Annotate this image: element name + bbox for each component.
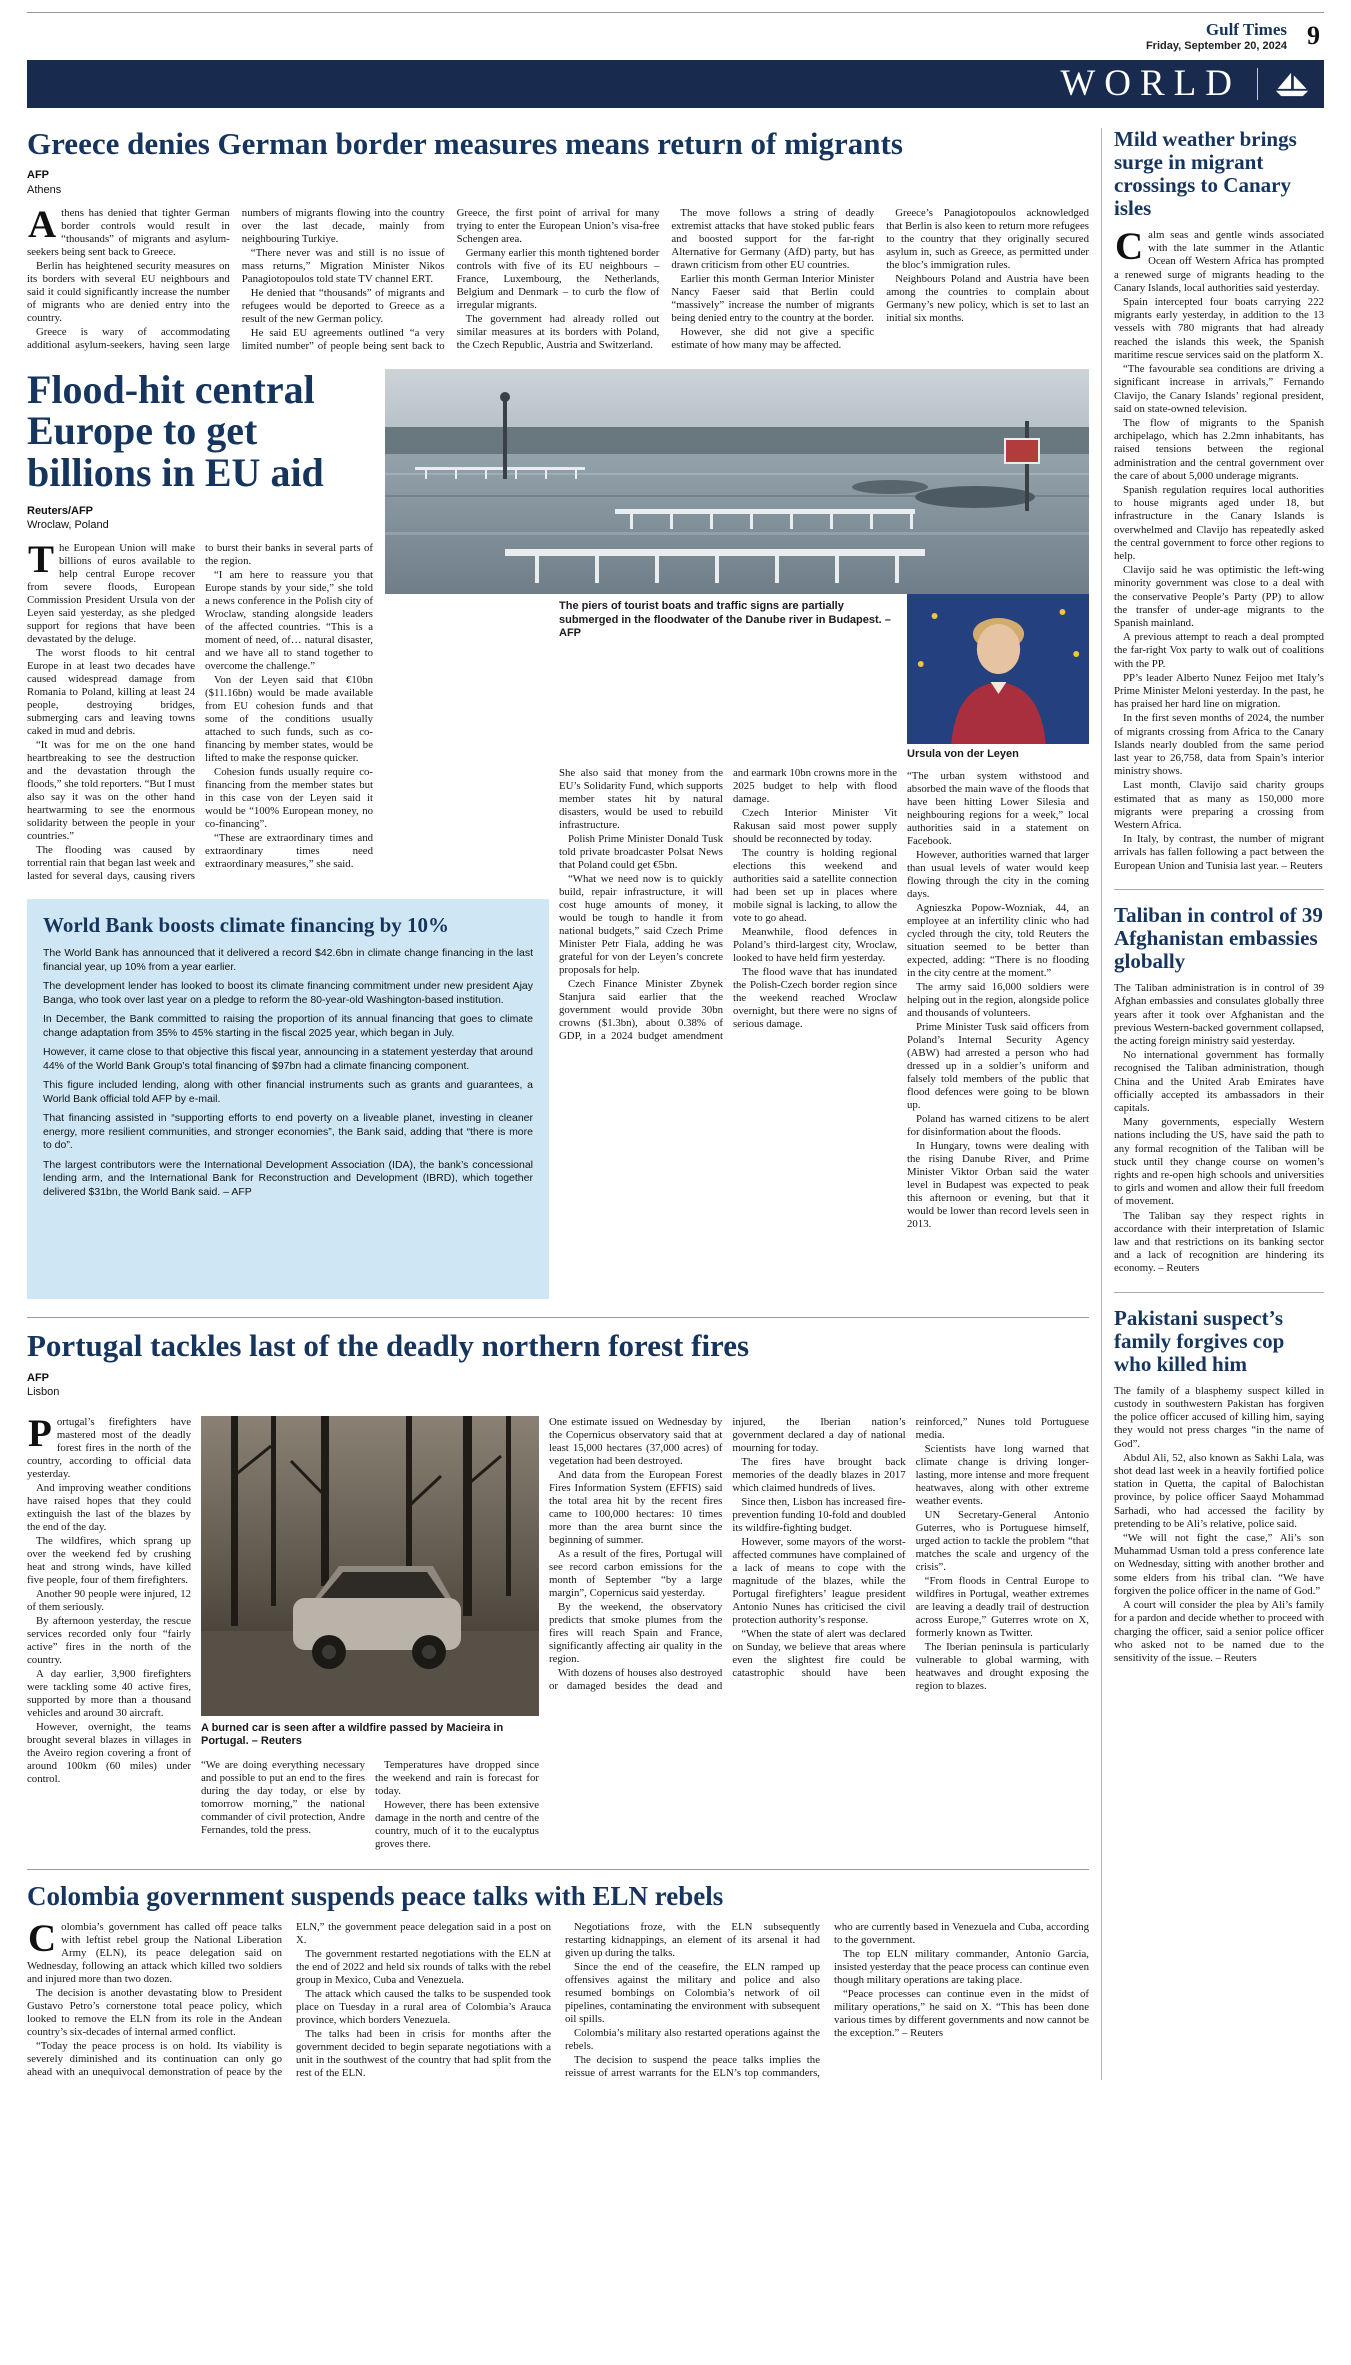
paragraph: Germany earlier this month tightened border controls with five of its EU neighbours – France, Luxembourg, the Netherlands, Belgium and Denmark – to curb the flow of irregular migrants.	[456, 246, 660, 311]
flood-byline	[27, 504, 373, 533]
paragraph: The development lender has looked to boost its climate financing commitment under new president Ajay Banga, who took over last year on a pledge to reform the 80-year-old Washington-based institution.	[43, 980, 533, 1006]
paragraph: However, there has been extensive damage in the north and centre of the country, much of it to the eucalyptus groves there.	[375, 1799, 539, 1851]
flood-photo	[385, 369, 1089, 594]
paragraph: Prime Minister Tusk said officers from Poland’s Internal Security Agency (ABW) had arrested a person who had dressed up in a soldier’s uniform and falsely told members of the public that flood defences were going to be blown up.	[907, 1020, 1089, 1111]
paragraph: The flood wave that has inundated the Polish-Czech border region since the weekend reached Wroclaw overnight, but there were no signs of serious damage.	[733, 966, 897, 1031]
flood-body-left	[27, 538, 373, 883]
taliban-headline: Taliban in control of 39 Afghanistan embassies globally	[1114, 902, 1323, 973]
paragraph: The Taliban administration is in control of 39 Afghan embassies and consulates globally three years after it took over Afghanistan and the previous Western-backed government collapsed, the acting foreign ministry said yesterday.	[1114, 982, 1324, 1047]
paragraph: “I am here to reassure you that Europe stands by your side,” she told a news conference in the Polish city of Wroclaw, standing alongside leaders of the affected countries. “This is a moment of need, of… natural disaster, and we have all to stand together to overcome the challenge.”	[205, 569, 373, 673]
paragraph: By afternoon yesterday, the rescue services recorded only four “fairly active” fires in the north of the country.	[27, 1614, 191, 1666]
paragraph: Portugal’s firefighters have mastered most of the deadly forest fires in the north of the country, according to official data yesterday.	[27, 1411, 191, 1480]
paragraph: Abdul Ali, 52, also known as Sakhi Lala, was shot dead last week in a heavily fortified police station in Quetta, the capital of Balochistan province, by police officer Saayd Mohammad Sarhadi, who had accessed the facility by pretending to be Ali’s relative, police said.	[1114, 1451, 1324, 1530]
paragraph: The World Bank has announced that it delivered a record $42.6bn in climate change financing in the last financial year, up 10% from a year earlier.	[43, 947, 533, 973]
flood-headline: Flood-hit central Europe to get billions in EU aid	[27, 366, 324, 496]
paragraph: However, some mayors of the worst-affected communes have complained of a lack of means to cope with the magnitude of the blazes, while the Portugal firefighters’ league president Antonio Nunes has criticised the civil protection authority’s response.	[732, 1535, 906, 1626]
von-der-leyen-caption: Ursula von der Leyen	[907, 747, 1019, 760]
portugal-header	[27, 1330, 1089, 1409]
pakistan-headline: Pakistani suspect’s family forgives cop who killed him	[1114, 1305, 1285, 1376]
von-der-leyen-photo	[907, 594, 1089, 744]
paragraph: He denied that “thousands” of migrants and refugees would be deported to Greece as a result of the new German policy.	[241, 286, 445, 325]
divider	[27, 1317, 1089, 1318]
byline-agency: AFP	[27, 169, 49, 182]
paragraph: The move follows a string of deadly extremist attacks that have stoked public fears and boosted support for the far-right Alternative for Germany (AfD) party, but has drawn criticism from other EU countries.	[671, 206, 875, 271]
paragraph: The family of a blasphemy suspect killed in custody in southwestern Pakistan has forgiven the police officer accused of killing him, saying they would not press charges “in the name of God”.	[1114, 1384, 1324, 1450]
sidebar-column	[1101, 128, 1324, 2081]
article-flood	[27, 366, 1090, 1300]
paragraph: This figure included lending, along with other financial instruments such as grants and guarantees, a World Bank official told AFP by e-mail.	[43, 1079, 533, 1105]
divider	[27, 1869, 1089, 1870]
byline-agency: Reuters/AFP	[27, 504, 94, 517]
article-portugal	[27, 1330, 1089, 1851]
paragraph: Last month, Clavijo said charity groups estimated that as many as 150,000 more migrants were preparing a crossing from Western Africa.	[1114, 779, 1324, 831]
issue-date: Friday, September 20, 2024	[1145, 39, 1287, 52]
paragraph: Another 90 people were injured, 12 of them seriously.	[27, 1587, 191, 1613]
paragraph: Since the end of the ceasefire, the ELN ramped up offensives against the military and police and also resumed bombings on Colombia’s network of oil pipelines, contaminating the environment with subsequent oil spills.	[565, 1961, 820, 2026]
paragraph: The attack which caused the talks to be suspended took place on Tuesday in a rural area of Colombia’s Arauca province, which borders Venezuela.	[296, 1988, 551, 2027]
byline-location: Athens	[27, 183, 62, 196]
main-column	[27, 125, 1090, 2081]
paragraph: Calm seas and gentle winds associated with the late summer in the Atlantic Ocean off Western Africa has prompted a renewed surge of migrants heading to the Canary Islands, local authorities said yesterday.	[1114, 225, 1324, 294]
paragraph: Polish Prime Minister Donald Tusk told private broadcaster Polsat News that Poland could get €5bn.	[559, 833, 723, 872]
masthead	[1146, 21, 1287, 52]
taliban-body	[1114, 982, 1324, 1275]
greece-headline: Greece denies German border measures means return of migrants	[27, 125, 903, 161]
paragraph: Neighbours Poland and Austria have been among the countries to complain about Germany’s new policy, which is set to last an initial six months.	[886, 272, 1089, 324]
paragraph: The top ELN military commander, Antonio Garcia, insisted yesterday that the peace process can continue even though military operations are taking place.	[834, 1948, 1089, 1987]
paragraph: “Peace processes can continue even in the midst of military operations,” he said on X. “This has been done various times by different governments and now cannot be the exception.” – Reuters	[834, 1988, 1089, 2040]
paragraph: However, it came close to that objective this fiscal year, announcing in a statement yesterday that around 44% of the World Bank Group’s total financing of $97bn had a climate financing component.	[43, 1046, 533, 1072]
article-greece	[27, 125, 1089, 353]
paragraph: PP’s leader Alberto Nunez Feijoo met Italy’s Prime Minister Meloni yesterday. In the past, he has praised her hard line on migration.	[1114, 671, 1324, 711]
paragraph: The decision to suspend the peace talks implies the reissue of arrest warrants for the ELN’s top commanders, who are currently based in Venezuela and Cuba, according to the government.	[565, 1921, 1089, 2080]
paragraph: “From floods in Central Europe to wildfires in Portugal, weather extremes are leaving a deadly trail of destruction across Europe,” Guterres wrote on X, formerly known as Twitter.	[915, 1574, 1089, 1639]
paragraph: The government had already rolled out similar measures at its borders with Poland, the Czech Republic, Austria and Switzerland.	[456, 312, 660, 351]
paragraph: “We are doing everything necessary and possible to put an end to the fires during the day today, or else by tomorrow morning,” the national commander of civil protection, Andre Fernandes, told the press.	[201, 1759, 365, 1837]
paragraph: Scientists have long warned that climate change is driving longer-lasting, more intense and more frequent heatwaves, along with other extreme weather events.	[915, 1442, 1089, 1507]
dhow-sailboat-icon	[1274, 70, 1310, 97]
paragraph: Earlier this month German Interior Minister Nancy Faeser said that Berlin could “massively” increase the number of migrants being denied entry to the country at the border.	[671, 272, 875, 324]
paragraph: The decision is another devastating blow to President Gustavo Petro’s cornerstone total peace policy, which looked to remove the ELN from its role in the Andean country’s six-decades of internal armed conflict.	[27, 1987, 282, 2039]
paragraph: Agnieszka Popow-Wozniak, 44, an employee at an infertility clinic who had cycled through the city, told Reuters the situation seemed to be better than expected, adding: “There is no flooding in the city centre at the moment.”	[907, 901, 1089, 979]
divider	[1114, 1292, 1324, 1293]
paragraph: The Iberian peninsula is particularly vulnerable to global warming, with heatwaves and drought exposing the region to blazes.	[915, 1640, 1089, 1692]
banner-divider	[1257, 68, 1258, 100]
paragraph: Clavijo said he was optimistic the left-wing minority government was close to a deal with the conservative People’s Party (PP) to allow the transfer of under-age migrants to the Spanish mainland.	[1114, 564, 1324, 629]
paragraph: Many governments, especially Western nations including the US, have said the path to any formal recognition of the Taliban will be stuck until they change course on women’s rights and re-open high schools and universities to girls and women and allow their full freedom of movement.	[1114, 1116, 1324, 1208]
article-taliban	[1114, 904, 1324, 1276]
page-content	[27, 125, 1324, 2081]
paragraph: The talks had been in crisis for months after the government decided to begin separate negotiations with a unit in the southwest of the country that had split from the rest of the ELN.	[296, 2028, 551, 2080]
paragraph: A day earlier, 3,900 firefighters were tackling some 40 active fires, supported by more than a thousand vehicles and around 30 aircraft.	[27, 1667, 191, 1719]
paragraph: “Today the peace process is on hold. Its viability is severely diminished and its continuation can only go ahead with an unequivocal demonstration of peace by the ELN,” the government peace delegation said in a post on X.	[27, 1921, 551, 2079]
canary-headline: Mild weather brings surge in migrant crossings to Canary isles	[1114, 126, 1297, 220]
paragraph: Negotiations froze, with the ELN subsequently restarting kidnappings, an element of its arsenal it had given up during the talks.	[565, 1921, 820, 1960]
paragraph: A previous attempt to reach a deal prompted the far-right Vox party to walk out of coalitions with the PP.	[1114, 631, 1324, 670]
portugal-body-col1	[27, 1411, 191, 1852]
paragraph: The wildfires, which sprang up over the weekend fed by crushing heat and strong winds, have killed five people, four of them firefighters.	[27, 1534, 191, 1586]
top-divider	[27, 12, 1324, 13]
colombia-headline: Colombia government suspends peace talks with ELN rebels	[27, 1881, 724, 1912]
greece-body	[27, 202, 1089, 353]
paragraph: UN Secretary-General Antonio Guterres, who is Portuguese himself, urged action to tackle the problem “that matches the scale and urgency of the crisis”.	[915, 1508, 1089, 1573]
flood-body-mid	[559, 767, 897, 1043]
flood-left-block	[27, 366, 375, 883]
paragraph: She also said that money from the EU’s Solidarity Fund, which supports member states hit by natural disasters, would be used to rebuild infrastructure.	[559, 767, 723, 832]
byline-agency: AFP	[27, 1372, 49, 1384]
paragraph: The largest contributors were the International Development Association (IDA), the bank’s concessional lending arm, and the International Bank for Reconstruction and Development (IBRD), which together delivered $31bn, the World Bank said. – AFP	[43, 1158, 533, 1198]
paragraph: Colombia’s military also restarted operations against the rebels.	[565, 2027, 820, 2053]
paragraph: With dozens of houses also destroyed or damaged besides the dead and injured, the Iberian nation’s government declared a day of national mourning for today.	[549, 1415, 906, 1692]
divider	[1114, 889, 1324, 890]
paragraph: As a result of the fires, Portugal will see record carbon emissions for the month of September “by a large margin”, Copernicus said yesterday.	[549, 1547, 723, 1599]
portugal-headline: Portugal tackles last of the deadly northern forest fires	[27, 1328, 750, 1364]
portugal-photo-caption: A burned car is seen after a wildfire passed by Macieira in Portugal. – Reuters	[201, 1721, 504, 1748]
flood-body-right	[907, 770, 1089, 1231]
portugal-body-rest	[549, 1416, 1089, 1852]
paragraph: However, overnight, the teams brought several blazes in villages in the Aveiro region covering a front of around 100km (60 miles) under control.	[27, 1720, 191, 1785]
paragraph: The flow of migrants to the Spanish archipelago, which has 2.2mn inhabitants, has raised tensions between the regional administration and the central government over the care of about 5,000 underage migrants.	[1114, 416, 1324, 482]
article-colombia	[27, 1882, 1089, 2080]
colombia-body	[27, 1917, 1089, 2080]
portugal-photo-block	[201, 1416, 539, 1852]
paragraph: “It was for me on the one hand heartbreaking to see the destruction and the devastation through the floods,” she told reporters. “But I must also say it was on the other hand heartwarming to see the enormous solidarity between the people in your countries.”	[27, 739, 195, 843]
paragraph: Meanwhile, flood defences in Poland’s third-largest city, Wroclaw, looked to have held firm yesterday.	[733, 926, 897, 965]
byline-location: Wroclaw, Poland	[27, 518, 109, 531]
page-header	[27, 19, 1324, 60]
article-pakistan	[1114, 1307, 1324, 1666]
portugal-byline	[27, 1371, 1089, 1400]
paragraph: Since then, Lisbon has increased fire-prevention funding 10-fold and doubled its wildfire-fighting budget.	[732, 1495, 906, 1534]
paragraph: Temperatures have dropped since the weekend and rain is forecast for today.	[375, 1759, 539, 1798]
paragraph: In the first seven months of 2024, the number of migrants crossing from Africa to the Canary Islands nearly doubled from the same period last year to 26,758, data from Spain’s interior ministry shows.	[1114, 712, 1324, 778]
canary-body	[1114, 225, 1324, 873]
paragraph: Poland has warned citizens to be alert for disinformation about the floods.	[907, 1112, 1089, 1138]
paragraph: The flooding was caused by torrential rain that began last week and lasted for several days, causing rivers to burst their banks in several parts of the region.	[27, 542, 373, 883]
byline-location: Lisbon	[27, 1386, 60, 1399]
paragraph: Spanish regulation requires local authorities to house migrants aged under 18, but infrastructure in the Canary Islands is overwhelmed and Clavijo has repeatedly asked the central government to force other regions to help.	[1114, 483, 1324, 562]
paragraph: Spain intercepted four boats carrying 222 migrants early yesterday, in addition to the 13 vessels with 780 migrants that had already reached the islands this week, the Spanish maritime rescue services said on the platform X.	[1114, 296, 1324, 361]
paragraph: Athens has denied that tighter German border controls would result in “thousands” of migrants and asylum-seekers being sent back to Greece.	[27, 202, 230, 258]
paragraph: Berlin has heightened security measures on its borders with several EU neighbours and said it could significantly increase the number of migrants who are denied entry into the country.	[27, 259, 230, 324]
paragraph: The government restarted negotiations with the ELN at the end of 2022 and held six rounds of talks with the rebel group in Mexico, Cuba and Venezuela.	[296, 1948, 551, 1987]
article-worldbank	[27, 899, 549, 1299]
paragraph: And data from the European Forest Fires Information System (EFFIS) said the total area hit by the recent fires came to 100,000 hectares: 10 times more than the area burnt since the beginning of summer.	[549, 1468, 723, 1546]
paragraph: However, she did not give a specific estimate of how many may be affected.	[671, 325, 875, 351]
paragraph: Greece is wary of accommodating additional asylum-seekers, having seen large numbers of migrants flowing into the country over the last decade, mainly from neighbouring Turkiye.	[27, 206, 445, 351]
burned-car-photo	[201, 1416, 539, 1716]
worldbank-box-wrap	[27, 899, 549, 1299]
paragraph: “When the state of alert was declared on Sunday, we believe that areas where even the slightest fire could be catastrophic should have been reinforced,” Nunes told Portuguese media.	[732, 1415, 1089, 1679]
paragraph: A court will consider the plea by Ali’s family for a pardon and decide whether to proceed with charging the officer, said a senior police officer who asked not to be named due to the sensitivity of the issue. – Reuters	[1114, 1599, 1324, 1664]
paragraph: One estimate issued on Wednesday by the Copernicus observatory said that at least 15,000 hectares (37,000 acres) of vegetation had been destroyed.	[549, 1415, 723, 1467]
paragraph: The country is holding regional elections this weekend and authorities said a satellite connection had been set up in places where mobile signal is lacking, to allow the vote to go ahead.	[733, 847, 897, 925]
flood-body-mid-wrap	[559, 767, 897, 1299]
paragraph: By the weekend, the observatory predicts that smoke plumes from the fires will reach Spain and France, significantly affecting air quality in the region.	[549, 1600, 723, 1665]
paragraph: The Taliban say they respect rights in accordance with their interpretation of Islamic law and that restrictions on its banking sector and a lack of recognition are hindering its economy. – Reuters	[1114, 1209, 1324, 1275]
paragraph: In Hungary, towns were dealing with the rising Danube River, and Prime Minister Viktor Orban said the water level in Budapest was expected to peak this afternoon or evening, but that it would be lower than record levels seen in 2013.	[907, 1139, 1089, 1230]
flood-photo-caption: The piers of tourist boats and traffic signs are partially submerged in the floodwater of the Danube river in Budapest. – AFP	[559, 599, 891, 640]
article-canary	[1114, 128, 1324, 873]
paper-title: Gulf Times	[1205, 20, 1287, 39]
paragraph: The worst floods to hit central Europe in at least two decades have caused widespread damage from Romania to Poland, killing at least 24 people, destroying bridges, submerging cars and leaving towns caked in mud and debris.	[27, 647, 195, 738]
section-title: WORLD	[1060, 63, 1241, 105]
paragraph: He said EU agreements outlined “a very limited number” of people being sent back to Greece, the first point of arrival for many trying to enter the European Union’s visa-free Schengen area.	[241, 206, 660, 352]
paragraph: Colombia’s government has called off peace talks with leftist rebel group the National Liberation Army (ELN), its peace delegation said on Wednesday, following an attack which killed two soldiers and injured more than two dozen.	[27, 1917, 282, 1986]
pakistan-body	[1114, 1385, 1324, 1665]
paragraph: Greece’s Panagiotopoulos acknowledged that Berlin is also keen to return more refugees to the country that they originally secured asylum in, such as Greece, as permitted under the bloc’s immigration rules.	[886, 206, 1089, 271]
flood-right-block	[907, 594, 1089, 1300]
paragraph: Czech Interior Minister Vit Rakusan said most power supply should be reconnected by today.	[733, 807, 897, 846]
paragraph: However, authorities warned that larger than usual levels of water would keep flowing through the city in the coming days.	[907, 848, 1089, 900]
paragraph: “What we need now is to quickly build, repair infrastructure, it will cost huge amounts of money, it would be tough to handle it from national budgets,” said Czech Prime Minister Petr Fiala, adding he was grateful for von der Leyen’s concrete proposals for help.	[559, 873, 723, 977]
paragraph: “We will not fight the case,” Ali’s son Muhammad Usman told a press conference late on Wednesday, sitting with another brother and some elders from his tribal clan. “We have forgiven the police officer in the name of God.”	[1114, 1532, 1324, 1597]
paragraph: “These are extraordinary times and extraordinary times need extraordinary measures,” she said.	[205, 832, 373, 871]
paragraph: Cohesion funds usually require co-financing from the member states but in this case von der Leyen said it would be “100% European money, no co-financing”.	[205, 766, 373, 831]
paragraph: In December, the Bank committed to raising the proportion of its annual financing that goes to climate change adaptation from 35% to 45% starting in the fiscal 2025 year, which began in July.	[43, 1013, 533, 1039]
paragraph: “The favourable sea conditions are driving a significant increase in arrivals,” Fernando Clavijo, the Canary Islands’ regional president, said on state-owned television.	[1114, 363, 1324, 415]
paragraph: “The urban system withstood and absorbed the main wave of the floods that have been hitting Lower Silesia and neighbouring regions for a week,” local authorities said in a statement on Facebook.	[907, 769, 1089, 847]
page-number: 9	[1307, 21, 1320, 50]
paragraph: That financing assisted in “supporting efforts to end poverty on a liveable planet, investing in cleaner energy, more resilient communities, and stronger economies”, the Bank said, adding that “there is more to do”.	[43, 1112, 533, 1152]
worldbank-headline: World Bank boosts climate financing by 10%	[43, 913, 450, 938]
section-banner	[27, 60, 1324, 108]
paragraph: No international government has formally recognised the Taliban administration, though China and the United Arab Emirates have officially accepted its ambassadors in their capitals.	[1114, 1049, 1324, 1114]
paragraph: The army said 16,000 soldiers were helping out in the region, alongside police and thousands of volunteers.	[907, 980, 1090, 1019]
paragraph: And improving weather conditions have raised hopes that they could extinguish the last of the blazes by the end of the day.	[27, 1481, 191, 1533]
paragraph: “There never was and still is no issue of mass returns,” Migration Minister Nikos Panagiotopoulos told state TV channel ERT.	[241, 246, 445, 285]
greece-byline	[27, 168, 1089, 197]
paragraph: The fires have brought back memories of the deadly blazes in 2017 which claimed hundreds of lives.	[732, 1455, 906, 1494]
paragraph: Von der Leyen said that €10bn ($11.16bn) would be made available from EU cohesion funds and that some of the conditions usually attached to such funds, such as co-financing by member states, would be lifted to make the response quicker.	[205, 674, 373, 765]
portugal-body-underphoto	[201, 1759, 539, 1851]
paragraph: The European Union will make billions of euros available to help central Europe recover from severe floods, European Commission President Ursula von der Leyen said yesterday, as she pledged support for regions that have been devastated by the deluge.	[27, 538, 195, 646]
worldbank-body	[43, 947, 533, 1199]
paragraph: In Italy, by contrast, the number of migrant arrivals has fallen following a pact between the European Union and Tunisia last year. – Reuters	[1114, 833, 1324, 872]
paragraph: Czech Finance Minister Zbynek Stanjura said earlier that the government would provide 30bn crowns ($1.3bn), about 0.38% of GDP, in a 2024 budget amendment and earmark 10bn crowns more in the 2025 budget to help with flood damage.	[559, 767, 897, 1043]
